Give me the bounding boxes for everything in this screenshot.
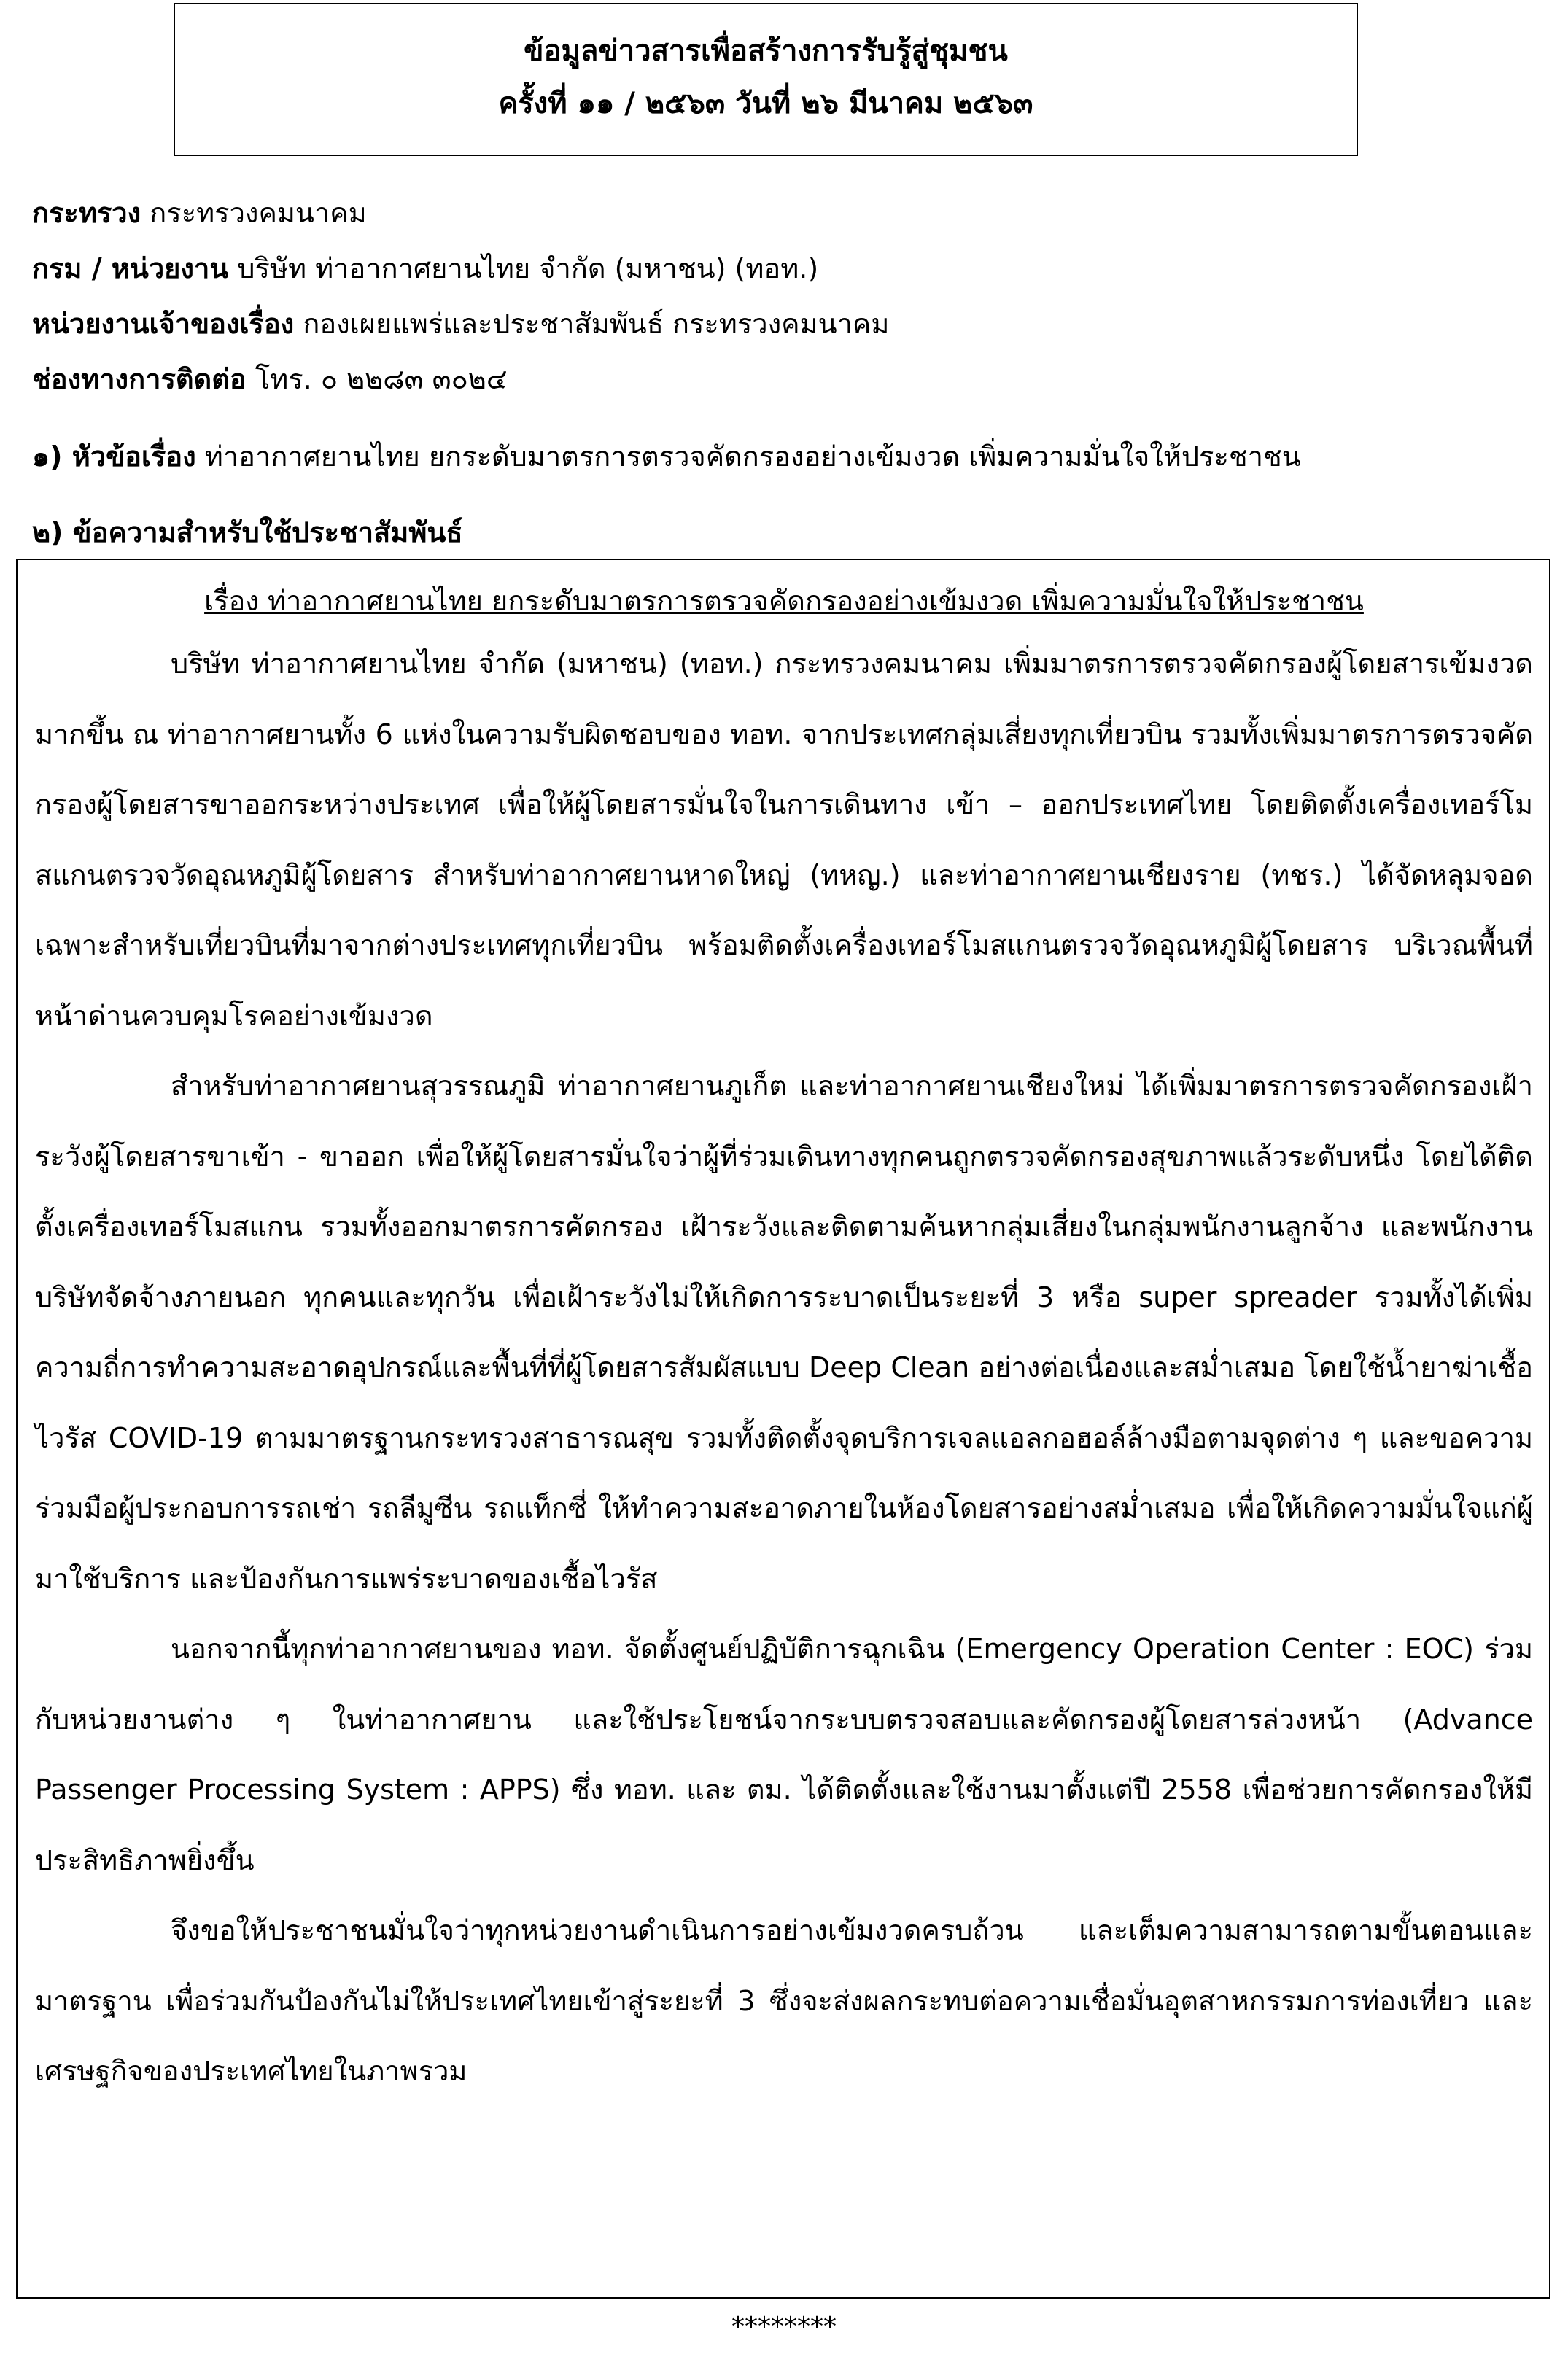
paragraph-1-text: บริษัท ท่าอากาศยานไทย จำกัด (มหาชน) (ทอท.) กระทรวงคมนาคม เพิ่มมาตรการตรวจคัดกรองผู้โดยสารเข้มงวดมากขึ้น ณ ท่าอากาศยานทั้ง 6 แห่งในความรับผิดชอบของ ทอท. จากประเทศกลุ่มเสี่ยงทุกเที่ยวบิน รวมทั้งเพิ่มมาตรการตรวจคัดกรองผู้โดยสารขาออกระหว่างประเทศ เพื่อให้ผู้โดยสารมั่นใจในการเดินทาง เข้า – ออกประเทศไทย โดยติดตั้งเครื่องเทอร์โมสแกนตรวจวัดอุณหภูมิผู้โดยสาร สำหรับท่าอากาศยานหาดใหญ่ (ทหญ.) และท่าอากาศยานเชียงราย (ทชร.) ได้จัดหลุมจอดเฉพาะสำหรับเที่ยวบินที่มาจากต่างประเทศทุกเที่ยวบิน พร้อมติดตั้งเครื่องเทอร์โมสแกนตรวจวัดอุณหภูมิผู้โดยสาร บริเวณพื้นที่หน้าด่านควบคุมโรคอย่างเข้มงวด (35, 648, 1533, 1032)
department-label: กรม / หน่วยงาน (32, 252, 229, 284)
meta-owner (32, 302, 889, 346)
topic-value: ท่าอากาศยานไทย ยกระดับมาตรการตรวจคัดกรองอย่างเข้มงวด เพิ่มความมั่นใจให้ประชาชน (204, 440, 1301, 473)
meta-pr-heading (32, 510, 463, 554)
paragraph-2 (35, 1051, 1533, 1614)
topic-label: ๑) หัวข้อเรื่อง (32, 440, 196, 473)
paragraph-4 (35, 1895, 1533, 2107)
meta-ministry (32, 191, 367, 235)
meta-topic (32, 435, 1301, 478)
contact-label: ช่องทางการติดต่อ (32, 363, 247, 395)
owner-value: กองเผยแพร่และประชาสัมพันธ์ กระทรวงคมนาคม (303, 308, 890, 340)
end-mark: ******** (731, 2312, 837, 2342)
meta-department (32, 246, 818, 290)
department-value: บริษัท ท่าอากาศยานไทย จำกัด (มหาชน) (ทอท.) (237, 252, 819, 284)
story-title: เรื่อง ท่าอากาศยานไทย ยกระดับมาตรการตรวจคัดกรองอย่างเข้มงวด เพิ่มความมั่นใจให้ประชาชน (204, 585, 1364, 617)
press-release-box (16, 559, 1550, 2299)
paragraph-3 (35, 1614, 1533, 1895)
paragraph-2-text: สำหรับท่าอากาศยานสุวรรณภูมิ ท่าอากาศยานภูเก็ต และท่าอากาศยานเชียงใหม่ ได้เพิ่มมาตรการตรวจคัดกรองเฝ้าระวังผู้โดยสารขาเข้า - ขาออก เพื่อให้ผู้โดยสารมั่นใจว่าผู้ที่ร่วมเดินทางทุกคนถูกตรวจคัดกรองสุขภาพแล้วระดับหนึ่ง โดยได้ติดตั้งเครื่องเทอร์โมสแกน รวมทั้งออกมาตรการคัดกรอง เฝ้าระวังและติดตามค้นหากลุ่มเสี่ยงในกลุ่มพนักงานลูกจ้าง และพนักงานบริษัทจัดจ้างภายนอก ทุกคนและทุกวัน เพื่อเฝ้าระวังไม่ให้เกิดการระบาดเป็นระยะที่ 3 หรือ super spreader รวมทั้งได้เพิ่มความถี่การทำความสะอาดอุปกรณ์และพื้นที่ที่ผู้โดยสารสัมผัสแบบ Deep Clean อย่างต่อเนื่องและสม่ำเสมอ โดยใช้น้ำยาฆ่าเชื้อไวรัส COVID-19 ตามมาตรฐานกระทรวงสาธารณสุข รวมทั้งติดตั้งจุดบริการเจลแอลกอฮอล์ล้างมือตามจุดต่าง ๆ และขอความร่วมมือผู้ประกอบการรถเช่า รถลีมูซีน รถแท็กซี่ ให้ทำความสะอาดภายในห้องโดยสารอย่างสม่ำเสมอ เพื่อให้เกิดความมั่นใจแก่ผู้มาใช้บริการ และป้องกันการแพร่ระบาดของเชื้อไวรัส (35, 1070, 1533, 1595)
pr-label: ๒) ข้อความสำหรับใช้ประชาสัมพันธ์ (32, 516, 463, 548)
document-title-box (174, 3, 1358, 156)
document-title: ข้อมูลข่าวสารเพื่อสร้างการรับรู้สู่ชุมชน (524, 34, 1008, 68)
ministry-value: กระทรวงคมนาคม (150, 197, 367, 229)
paragraph-1 (35, 629, 1533, 1051)
paragraph-3-text: นอกจากนี้ทุกท่าอากาศยานของ ทอท. จัดตั้งศูนย์ปฏิบัติการฉุกเฉิน (Emergency Operation Center : EOC) ร่วมกับหน่วยงานต่าง ๆ ในท่าอากาศยาน และใช้ประโยชน์จากระบบตรวจสอบและคัดกรองผู้โดยสารล่วงหน้า (Advance Passenger Processing System : APPS) ซึ่ง ทอท. และ ตม. ได้ติดตั้งและใช้งานมาตั้งแต่ปี 2558 เพื่อช่วยการคัดกรองให้มีประสิทธิภาพยิ่งขึ้น (35, 1633, 1533, 1876)
paragraph-4-text: จึงขอให้ประชาชนมั่นใจว่าทุกหน่วยงานดำเนินการอย่างเข้มงวดครบถ้วน และเต็มความสามารถตามขั้นตอนและมาตรฐาน เพื่อร่วมกันป้องกันไม่ให้ประเทศไทยเข้าสู่ระยะที่ 3 ซึ่งจะส่งผลกระทบต่อความเชื่อมั่นอุตสาหกรรมการท่องเที่ยว และเศรษฐกิจของประเทศไทยในภาพรวม (35, 1914, 1533, 2087)
contact-value: โทร. ๐ ๒๒๘๓ ๓๐๒๔ (255, 363, 508, 395)
document-issue-line: ครั้งที่ ๑๑ / ๒๕๖๓ วันที่ ๒๖ มีนาคม ๒๕๖๓ (498, 87, 1033, 120)
owner-label: หน่วยงานเจ้าของเรื่อง (32, 308, 295, 340)
meta-contact (32, 357, 508, 401)
ministry-label: กระทรวง (32, 197, 141, 229)
